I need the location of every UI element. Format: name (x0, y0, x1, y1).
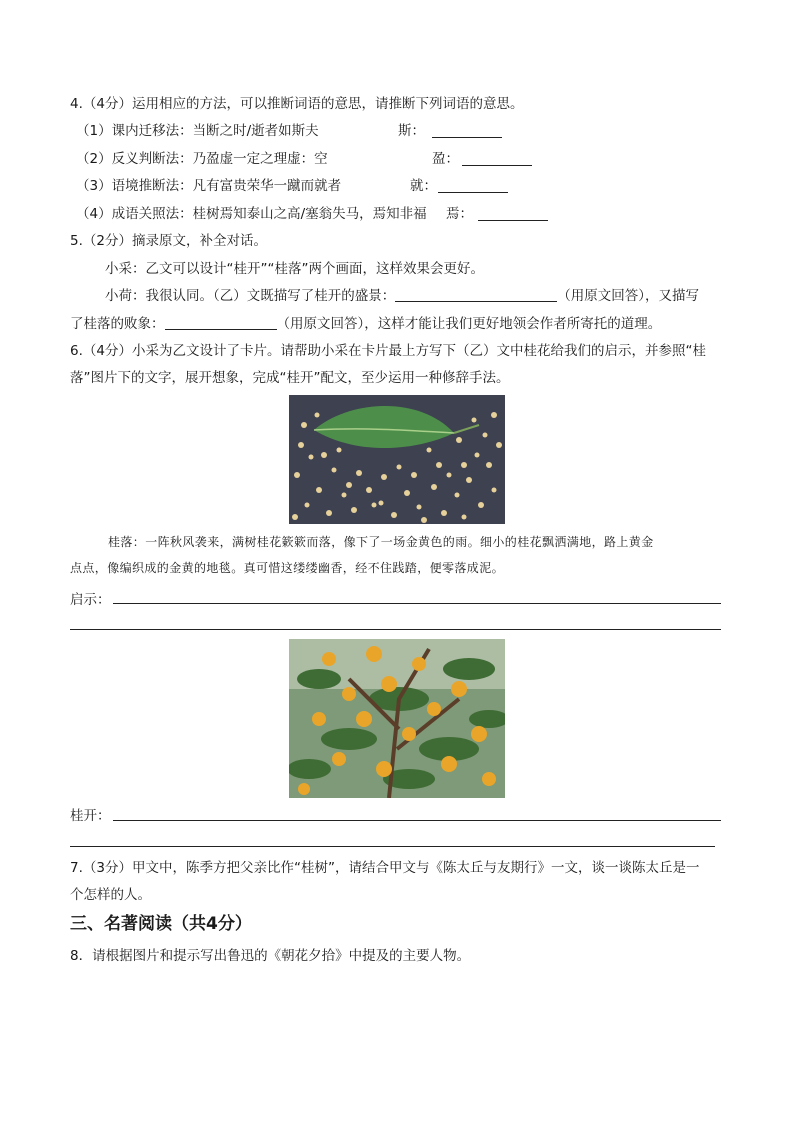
caption-line-2: 点点，像编织成的金黄的地毯。真可惜这缕缕幽香，经不住践踏，便零落成泥。 (70, 561, 505, 575)
q5-line-1: 小采：乙文可以设计“桂开”“桂落”两个画面，这样效果会更好。 (105, 261, 484, 277)
q5-stem: 5.（2分）摘录原文，补全对话。 (70, 233, 267, 249)
guikai-label: 桂开： (70, 808, 111, 824)
guikai-answer-line-1[interactable] (113, 820, 721, 821)
answer-blank[interactable] (395, 287, 557, 302)
q4-item-2: （2）反义判断法：乃盈虚一定之理虚：空 盈： (76, 149, 328, 169)
q7-line-1: 7.（3分）甲文中，陈季方把父亲比作“桂树”，请结合甲文与《陈太丘与友期行》一文，谈一谈陈太丘是一 (70, 860, 700, 876)
qishi-answer-line-2[interactable] (70, 629, 721, 630)
qishi-answer-line-1[interactable] (113, 603, 721, 604)
caption-line-1: 桂落：一阵秋风袭来，满树桂花簌簌而落，像下了一场金黄色的雨。细小的桂花飘洒满地，路上黄金 (108, 535, 654, 549)
answer-blank[interactable] (462, 151, 532, 166)
answer-blank[interactable] (432, 123, 502, 138)
q5-line-2: 小荷：我很认同。（乙）文既描写了桂开的盛景： （用原文回答），又描写 (105, 288, 699, 304)
q6-line-1: 6.（4分）小采为乙文设计了卡片。请帮助小采在卡片最上方写下（乙）文中桂花给我们的启示，并参照“桂 (70, 343, 706, 359)
answer-blank[interactable] (438, 178, 508, 193)
q4-item-3: （3）语境推断法：凡有富贵荣华一蹴而就者 就： (76, 176, 341, 196)
fallen-osmanthus-photo (289, 395, 505, 524)
q6-line-2: 落”图片下的文字，展开想象，完成“桂开”配文，至少运用一种修辞手法。 (70, 370, 510, 386)
blooming-osmanthus-photo (289, 639, 505, 798)
q5-line-3: 了桂落的败象： （用原文回答），这样才能让我们更好地领会作者所寄托的道理。 (70, 316, 662, 332)
guikai-answer-line-2[interactable] (70, 846, 715, 847)
qishi-label: 启示： (70, 592, 111, 608)
answer-blank[interactable] (478, 206, 548, 221)
q4-stem: 4.（4分）运用相应的方法，可以推断词语的意思，请推断下列词语的意思。 (70, 96, 524, 112)
answer-blank[interactable] (165, 315, 277, 330)
q7-line-2: 个怎样的人。 (70, 887, 151, 903)
q4-item-4: （4）成语关照法：桂树焉知泰山之高/塞翁失马，焉知非福 焉： (76, 204, 427, 224)
q4-item-1: （1）课内迁移法：当断之时/逝者如斯夫 斯： (76, 121, 319, 141)
section-title: 三、名著阅读（共4分） (70, 914, 252, 934)
fallen-caption (70, 529, 720, 581)
q8-text: 8．请根据图片和提示写出鲁迅的《朝花夕拾》中提及的主要人物。 (70, 948, 471, 964)
